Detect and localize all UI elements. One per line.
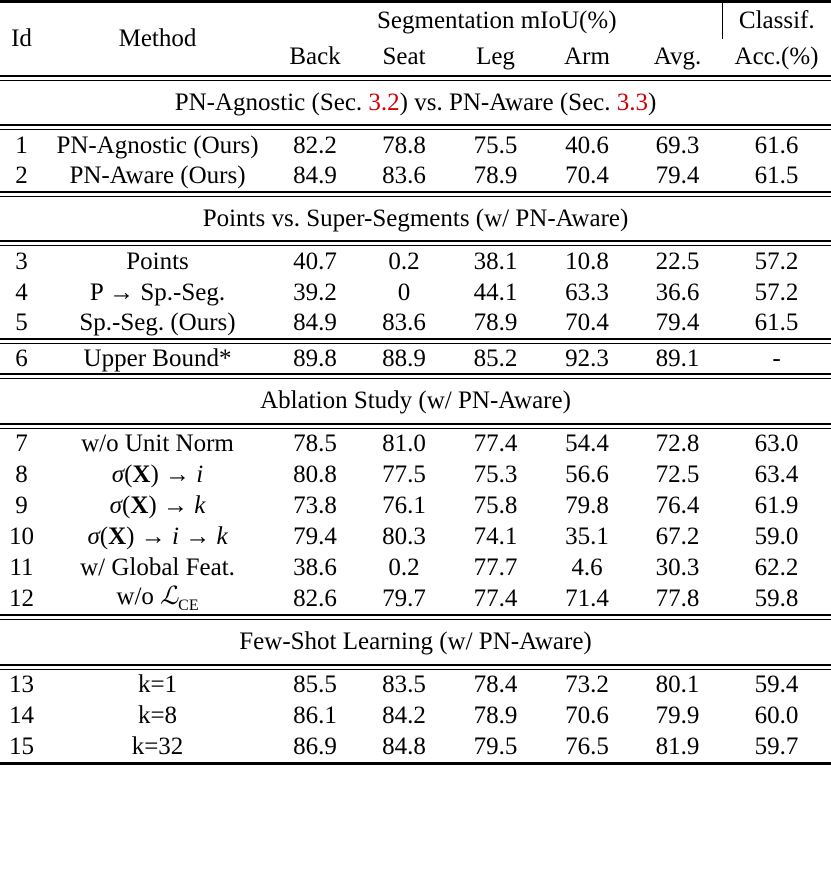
row-method: Points [126,247,189,275]
row-value-seat: 78.8 [382,131,426,159]
table-row [0,669,831,700]
row-value-leg: 78.4 [473,671,518,699]
header-id: Id [0,2,43,76]
header-sub-leg: Leg [476,43,515,70]
row-value-seat: 84.2 [382,702,426,729]
row-value-seat: 83.6 [382,162,426,189]
row-value-back: 86.9 [293,733,337,760]
table-row [0,308,831,339]
row-value-seat: 81.0 [382,430,426,458]
row-value-back: 78.5 [293,430,337,458]
row-value-acc: 59.4 [754,671,799,699]
section-ref-3-3: 3.3 [616,88,649,116]
row-value-avg: 77.8 [655,585,700,612]
row-id: 11 [9,554,34,581]
row-method: k=32 [131,733,184,760]
row-value-seat: 0.2 [388,247,420,275]
row-value-acc: 57.2 [754,247,799,275]
row-value-back: 82.2 [293,131,337,159]
section-ref-3-2: 3.2 [368,88,400,116]
row-value-arm: 73.2 [565,671,609,699]
header-sub-back: Back [289,43,341,70]
row-value-leg: 77.4 [473,585,518,612]
table-row [0,700,831,731]
row-value-avg: 72.8 [655,430,700,458]
row-id: 15 [9,733,34,760]
row-value-acc: 61.5 [754,162,799,189]
row-value-leg: 74.1 [473,523,518,550]
row-value-arm: 76.5 [565,733,609,760]
row-value-arm: 63.3 [565,278,609,306]
row-value-avg: 22.5 [655,247,700,275]
row-id: 6 [15,344,28,372]
row-method: PN-Aware (Ours) [69,162,246,189]
var-i-symbol: i [196,461,204,488]
arrow-symbol: → [162,492,188,519]
row-method: Sp.-Seg. (Ours) [79,309,236,336]
table-row [0,428,831,459]
row-method: k=1 [137,671,178,699]
row-id: 5 [15,309,28,336]
row-value-avg: 89.1 [655,344,700,372]
row-value-back: 86.1 [293,702,337,729]
table-row [0,130,831,161]
row-value-avg: 36.6 [655,278,700,306]
row-id: 12 [9,585,34,612]
row-value-back: 39.2 [293,278,337,306]
row-value-leg: 85.2 [473,344,518,372]
row-value-back: 73.8 [293,492,337,519]
row-value-arm: 71.4 [565,585,609,612]
row-value-back: 40.7 [293,247,337,275]
row-value-arm: 4.6 [571,554,603,581]
row-value-avg: 80.1 [655,671,700,699]
row-value-acc: 62.2 [754,554,799,581]
section-title-points-vs-super-segments: Points vs. Super-Segments (w/ PN-Aware) [202,204,629,232]
row-value-leg: 77.4 [473,430,518,458]
section-title-row-2 [0,196,831,241]
row-value-acc: 61.6 [754,131,799,159]
row-value-leg: 75.3 [473,461,518,488]
row-value-seat: 84.8 [382,733,426,760]
row-value-leg: 78.9 [473,162,518,189]
row-value-seat: 79.7 [382,585,426,612]
row-value-arm: 10.8 [565,247,609,275]
section-title-text-part-1: PN-Agnostic (Sec. [174,88,369,116]
table-row [0,459,831,490]
sigma-symbol: σ [109,492,122,519]
table-row [0,161,831,192]
table-row [0,521,831,552]
row-value-avg: 69.3 [655,131,700,159]
row-value-back: 79.4 [293,523,337,550]
paren-open: ( [99,523,109,550]
table-row [0,277,831,308]
row-id: 8 [15,461,28,488]
row-value-leg: 79.5 [473,733,518,760]
row-id: 14 [9,702,34,729]
row-value-arm: 54.4 [565,430,609,458]
row-value-leg: 75.5 [473,131,518,159]
arrow-symbol: → [165,461,191,488]
subscript-ce: CE [178,597,199,614]
row-value-back: 80.8 [293,461,337,488]
table-row [0,343,831,374]
matrix-x-symbol: X [130,492,149,519]
header-method: Method [43,2,272,76]
row-value-avg: 79.4 [655,309,700,336]
row-value-seat: 76.1 [382,492,426,519]
section-title-few-shot-learning: Few-Shot Learning (w/ PN-Aware) [239,628,592,656]
row-value-acc: 59.8 [754,585,799,612]
row-value-arm: 56.6 [565,461,609,488]
var-i-symbol: i [172,523,179,550]
section-title-row-3 [0,379,831,424]
row-value-avg: 76.4 [655,492,700,519]
row-value-leg: 75.8 [473,492,518,519]
row-value-back: 84.9 [293,309,337,336]
row-method [43,490,272,521]
row-value-acc: 60.0 [754,702,799,729]
row-value-avg: 67.2 [655,523,700,550]
paren-open: ( [124,461,133,488]
row-id: 13 [9,671,34,699]
section-title-ablation-study: Ablation Study (w/ PN-Aware) [260,387,571,415]
sigma-symbol: σ [87,523,100,550]
header-classif-line2: Acc.(%) [734,43,819,70]
table-row [0,246,831,277]
header-sub-seat: Seat [382,43,426,70]
row-value-avg: 81.9 [655,733,700,760]
header-sub-arm: Arm [564,43,610,70]
row-value-seat: 0 [397,278,411,306]
row-id: 3 [15,247,28,275]
row-value-acc: - [772,344,781,372]
row-value-back: 89.8 [293,344,337,372]
header-segmentation-group: Segmentation mIoU(%) [272,2,722,39]
section-title-text-part-3: ) [648,88,657,116]
row-value-leg: 77.7 [473,554,518,581]
paren-close: ) [150,461,159,488]
matrix-x-symbol: X [132,461,151,488]
script-l-symbol: ℒ [160,581,179,610]
row-value-acc: 61.5 [754,309,799,336]
row-value-back: 85.5 [293,671,337,699]
paren-close: ) [126,523,135,550]
sigma-symbol: σ [111,461,125,488]
row-value-seat: 0.2 [388,554,420,581]
row-id: 4 [15,278,28,306]
row-method: k=8 [137,702,178,729]
row-value-seat: 83.6 [382,309,426,336]
row-value-back: 84.9 [293,162,337,189]
row-value-leg: 78.9 [473,702,518,729]
row-value-leg: 38.1 [473,247,518,275]
row-value-acc: 61.9 [754,492,799,519]
row-value-avg: 79.9 [655,702,700,729]
table-row [0,731,831,762]
table-row [0,490,831,521]
row-value-avg: 30.3 [655,554,700,581]
row-method: P → Sp.-Seg. [89,278,226,306]
row-id: 9 [15,492,28,519]
row-id: 10 [9,523,34,550]
row-value-seat: 88.9 [382,344,426,372]
paren-close: ) [148,492,157,519]
row-value-leg: 44.1 [473,278,518,306]
row-value-seat: 80.3 [382,523,426,550]
row-value-leg: 78.9 [473,309,518,336]
row-method: w/o Unit Norm [81,430,234,458]
row-value-avg: 79.4 [655,162,700,189]
row-value-acc: 59.7 [754,733,799,760]
row-value-acc: 63.0 [754,430,799,458]
wo-label: w/o [116,583,154,610]
table-row [0,552,831,583]
paren-open: ( [122,492,131,519]
row-id: 2 [15,162,28,189]
row-value-acc: 59.0 [754,523,799,550]
rule-table-bottom [0,762,831,764]
row-value-arm: 35.1 [565,523,609,550]
row-value-arm: 79.8 [565,492,609,519]
row-method [43,459,272,490]
header-classif-line1: Classif. [722,2,831,39]
row-id: 1 [15,131,28,159]
row-value-back: 38.6 [293,554,337,581]
var-k-symbol: k [216,523,228,550]
row-value-seat: 83.5 [382,671,426,699]
row-method: w/ Global Feat. [80,554,235,581]
row-value-arm: 92.3 [565,344,609,372]
row-value-arm: 70.4 [565,162,609,189]
row-method: Upper Bound* [83,344,232,372]
section-title-row-1 [0,80,831,125]
row-id: 7 [15,430,28,458]
row-value-seat: 77.5 [382,461,426,488]
header-row-group [0,2,831,39]
row-value-acc: 63.4 [754,461,799,488]
header-sub-avg: Avg. [653,43,702,70]
arrow-symbol-2: → [185,523,211,550]
row-method [43,521,272,552]
section-title-row-4 [0,620,831,665]
row-value-arm: 40.6 [565,131,609,159]
section-title-pn-agnostic-vs-pn-aware [0,80,831,125]
row-value-avg: 72.5 [655,461,700,488]
section-title-text-part-2: ) vs. PN-Aware (Sec. [399,88,617,116]
matrix-x-symbol: X [108,523,127,550]
row-method [43,583,272,615]
row-value-arm: 70.6 [565,702,609,729]
row-method: PN-Agnostic (Ours) [56,131,259,159]
table-row [0,583,831,615]
row-value-arm: 70.4 [565,309,609,336]
var-k-symbol: k [194,492,206,519]
row-value-back: 82.6 [293,585,337,612]
row-value-acc: 57.2 [754,278,799,306]
arrow-symbol: → [140,523,166,550]
